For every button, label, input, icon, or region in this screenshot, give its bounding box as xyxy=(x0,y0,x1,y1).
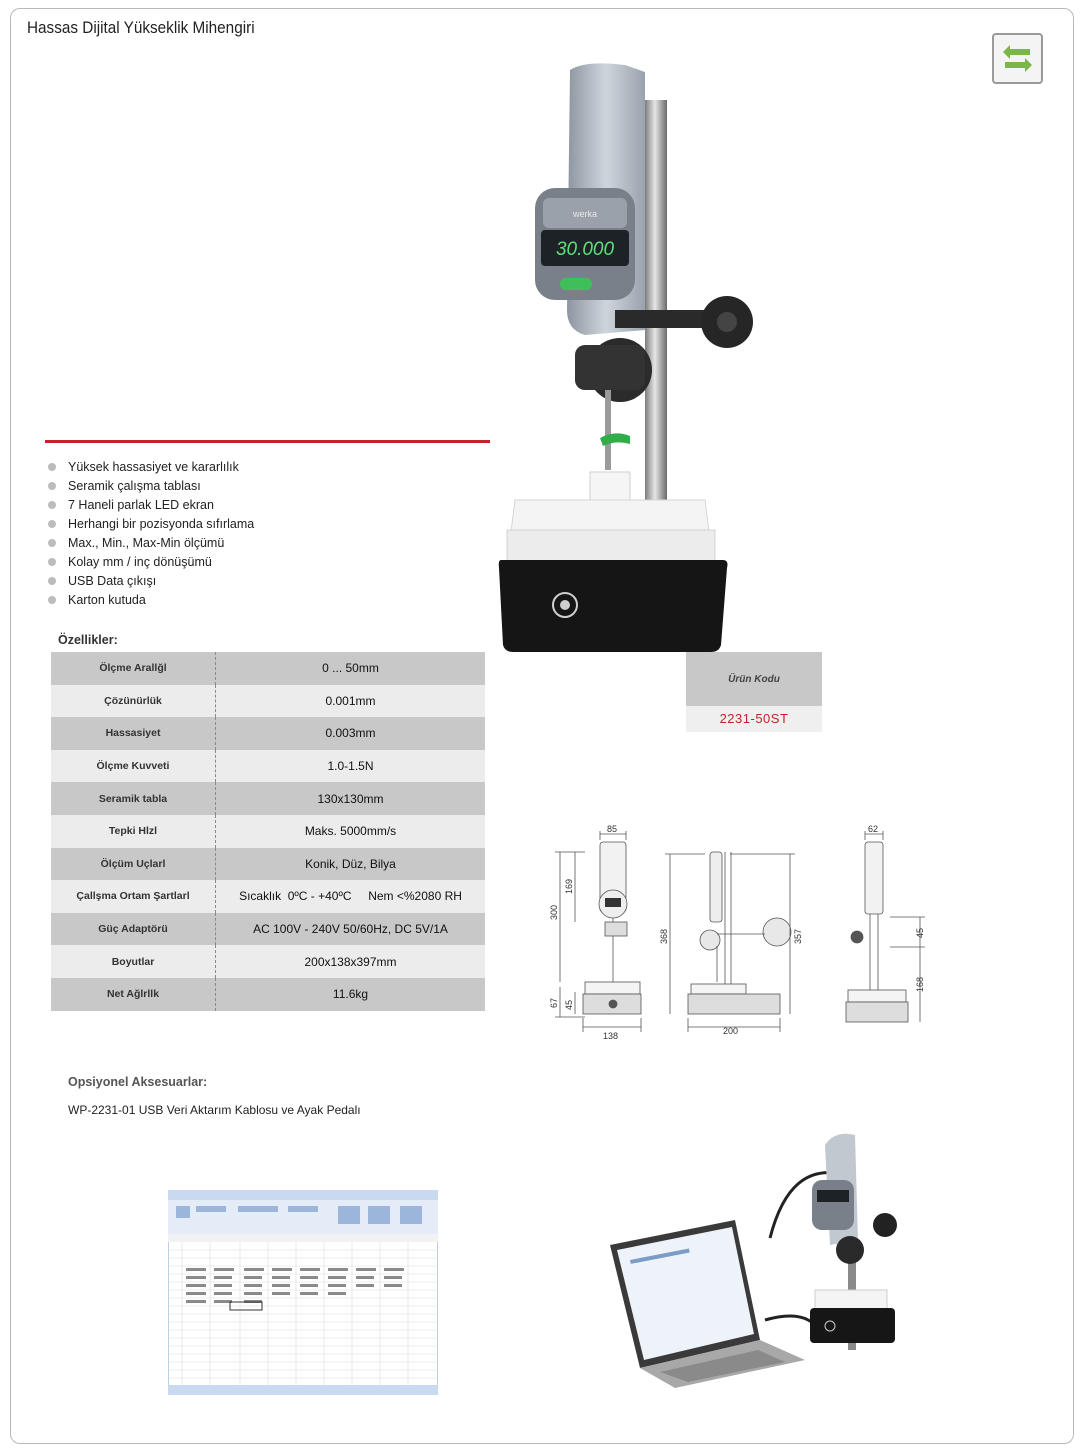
spec-value: Konik, Düz, Bilya xyxy=(216,848,486,881)
feature-item xyxy=(48,534,254,553)
feature-item xyxy=(48,477,254,496)
spec-value: 11.6kg xyxy=(216,978,486,1011)
spec-value: 130x130mm xyxy=(216,782,486,815)
bullet-dot-icon xyxy=(48,596,56,604)
feature-text: 7 Haneli parlak LED ekran xyxy=(68,498,214,512)
dim-front-width-top: 85 xyxy=(607,824,618,834)
dim-right-h1: 45 xyxy=(915,927,925,938)
feature-text: Karton kutuda xyxy=(68,593,146,607)
spec-label: Ölçme Kuvveti xyxy=(51,750,216,783)
spec-label: Seramik tabla xyxy=(51,782,216,815)
optional-item: WP-2231-01 USB Veri Aktarım Kablosu ve Ayak Pedalı xyxy=(68,1103,361,1117)
section-divider xyxy=(45,440,490,443)
spec-value: 0.003mm xyxy=(216,717,486,750)
dim-side-base-width: 200 xyxy=(723,1026,739,1036)
table-row xyxy=(51,848,485,881)
feature-text: Seramik çalışma tablası xyxy=(68,479,201,493)
bullet-dot-icon xyxy=(48,539,56,547)
bullet-dot-icon xyxy=(48,463,56,471)
dim-front-base-h1: 67 xyxy=(549,997,559,1008)
spec-label: Güç Adaptörü xyxy=(51,913,216,946)
spec-label: Tepki Hlzl xyxy=(51,815,216,848)
spec-value: Sıcaklık 0ºC - +40ºC Nem <%2080 RH xyxy=(216,880,486,913)
spec-label: Ölçüm Uçlarl xyxy=(51,848,216,881)
spec-value: Maks. 5000mm/s xyxy=(216,815,486,848)
feature-text: Herhangi bir pozisyonda sıfırlama xyxy=(68,517,255,531)
dim-side-total: 357 xyxy=(793,928,803,944)
table-row xyxy=(51,945,485,978)
feature-item xyxy=(48,515,254,534)
bullet-dot-icon xyxy=(48,501,56,509)
dim-right-width-top: 62 xyxy=(868,824,879,834)
spec-value: 0 ... 50mm xyxy=(216,652,486,685)
spec-table xyxy=(51,652,485,1011)
feature-list xyxy=(48,458,254,610)
dim-front-base-width: 138 xyxy=(603,1031,619,1041)
feature-item xyxy=(48,458,254,477)
bullet-dot-icon xyxy=(48,577,56,585)
bullet-dot-icon xyxy=(48,482,56,490)
spec-value: 200x138x397mm xyxy=(216,945,486,978)
bullet-dot-icon xyxy=(48,558,56,566)
spec-label: Hassasiyet xyxy=(51,717,216,750)
spec-label: Çözünürlük xyxy=(51,685,216,718)
dim-front-height-total: 300 xyxy=(549,904,559,920)
swap-arrows-icon[interactable] xyxy=(992,33,1043,84)
table-row xyxy=(51,750,485,783)
dim-right-h2: 168 xyxy=(915,976,925,992)
product-code-box xyxy=(686,652,822,732)
table-row xyxy=(51,685,485,718)
feature-item xyxy=(48,591,254,610)
spec-label: Ölçme Arallğl xyxy=(51,652,216,685)
optional-heading: Opsiyonel Aksesuarlar: xyxy=(68,1075,208,1089)
spreadsheet-screenshot xyxy=(168,1190,438,1395)
spec-value: 1.0-1.5N xyxy=(216,750,486,783)
spec-label: Çallşma Ortam Şartlarl xyxy=(51,880,216,913)
laptop-setup-image xyxy=(600,1120,920,1395)
dim-side-height: 368 xyxy=(659,928,669,944)
product-code-value: 2231-50ST xyxy=(686,706,822,732)
feature-text: Kolay mm / inç dönüşümü xyxy=(68,555,212,569)
table-row xyxy=(51,652,485,685)
feature-text: Yüksek hassasiyet ve kararlılık xyxy=(68,460,239,474)
spec-label: Boyutlar xyxy=(51,945,216,978)
dim-front-base-h2: 45 xyxy=(564,999,574,1010)
display-reading: 30.000 xyxy=(555,239,615,260)
feature-text: Max., Min., Max-Min ölçümü xyxy=(68,536,225,550)
specs-heading: Özellikler: xyxy=(58,633,118,647)
table-row xyxy=(51,815,485,848)
page-title: Hassas Dijital Yükseklik Mihengiri xyxy=(27,18,255,37)
table-row xyxy=(51,880,485,913)
spec-label: Net Ağlrllk xyxy=(51,978,216,1011)
product-code-label: Ürün Kodu xyxy=(686,652,822,706)
dim-front-height-head: 169 xyxy=(564,878,574,894)
table-row xyxy=(51,782,485,815)
spec-value: 0.001mm xyxy=(216,685,486,718)
feature-text: USB Data çıkışı xyxy=(68,574,157,588)
bullet-dot-icon xyxy=(48,520,56,528)
dimension-drawing xyxy=(545,822,935,1047)
spec-value: AC 100V - 240V 50/60Hz, DC 5V/1A xyxy=(216,913,486,946)
feature-item xyxy=(48,553,254,572)
feature-item xyxy=(48,496,254,515)
table-row xyxy=(51,913,485,946)
table-row xyxy=(51,717,485,750)
feature-item xyxy=(48,572,254,591)
display-brand: werka xyxy=(572,209,598,219)
table-row xyxy=(51,978,485,1011)
height-gauge-image xyxy=(495,60,765,655)
